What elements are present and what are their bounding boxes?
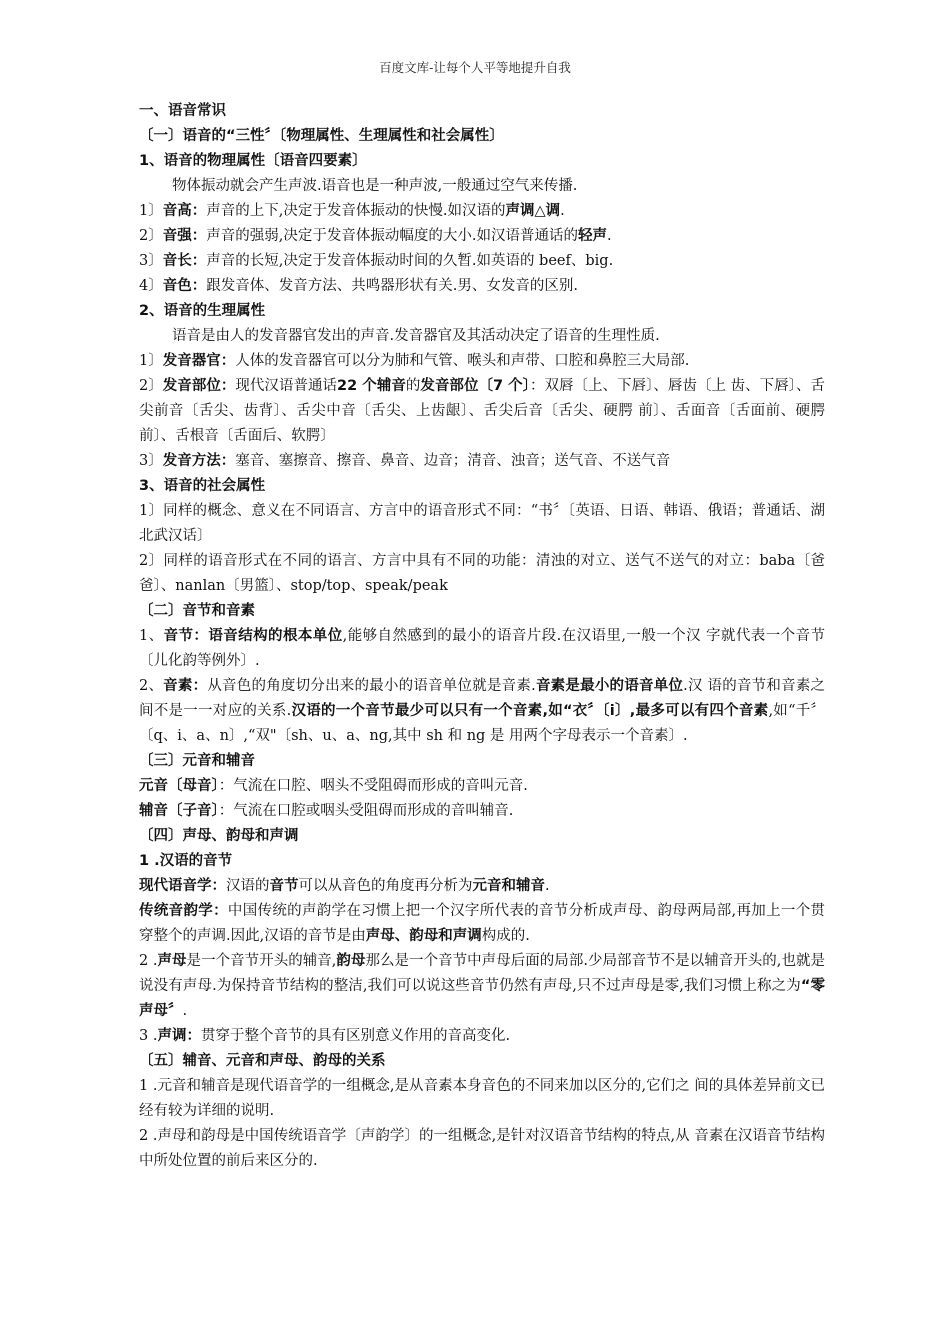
subsection-title: 〔五〕辅音、元音和声母、韵母的关系 xyxy=(139,1053,386,1069)
list-item: 1〕同样的概念、意义在不同语言、方言中的语音形式不同：“书〞〔英语、日语、韩语、俄语；普通话、湖北武汉话〕 xyxy=(139,503,825,544)
list-item: 2 .声母是一个音节开头的辅音,韵母那么是一个音节中声母后面的局部.少局部音节不是以辅音开头的,也就是说没有声母.为保持音节结构的整洁,我们可以说这些音节仍然有声母,只不过声母是零,我们习惯上称之为“零声母〞. xyxy=(139,953,826,1019)
list-item: 2、音素：从音色的角度切分出来的最小的语音单位就是音素.音素是最小的语音单位.汉 语的音节和音素之间不是一一对应的关系.汉语的一个音节最少可以只有一个音素,如“衣〞〔i〕,最多可以有四个音素,如“千〞〔q、i、a、n〕,“双"〔sh、u、a、ng,其中 sh 和 ng 是 用两个字母表示一个音素〕. xyxy=(139,678,826,744)
definition: 元音〔母音〕：气流在口腔、咽头不受阻碍而形成的音叫元音. xyxy=(139,778,528,794)
subsection-title: 〔一〕语音的“三性〞〔物理属性、生理属性和社会属性〕 xyxy=(139,128,504,144)
sub-heading: 1 .汉语的音节 xyxy=(139,853,233,869)
list-item: 4〕音色：跟发音体、发音方法、共鸣器形状有关.男、女发音的区别. xyxy=(139,278,578,294)
definition: 现代语音学：汉语的音节可以从音色的角度再分析为元音和辅音. xyxy=(139,878,550,894)
definition: 辅音〔子音〕：气流在口腔或咽头受阻碍而形成的音叫辅音. xyxy=(139,803,514,819)
document-body xyxy=(139,99,825,1174)
section-title: 一、语音常识 xyxy=(139,103,226,119)
list-item: 1 .元音和辅音是现代语音学的一组概念,是从音素本身音色的不同来加以区分的,它们之 间的具体差异前文已经有较为详细的说明. xyxy=(139,1078,825,1119)
list-item: 3〕音长：声音的长短,决定于发音体振动时间的久暂.如英语的 beef、big. xyxy=(139,253,614,269)
list-item: 1、音节：语音结构的根本单位,能够自然感到的最小的语音片段.在汉语里,一般一个汉 字就代表一个音节〔儿化韵等例外〕. xyxy=(139,628,826,669)
page-header: 百度文库-让每个人平等地提升自我 xyxy=(379,60,571,75)
paragraph: 语音是由人的发音器官发出的声音.发音器官及其活动决定了语音的生理性质. xyxy=(172,328,660,344)
list-item: 1〕发音器官：人体的发音器官可以分为肺和气管、喉头和声带、口腔和鼻腔三大局部. xyxy=(139,353,690,369)
heading-social: 3、语音的社会属性 xyxy=(139,478,266,494)
subsection-title: 〔三〕元音和辅音 xyxy=(139,753,255,769)
list-item: 3〕发音方法：塞音、塞擦音、擦音、鼻音、边音；清音、浊音；送气音、不送气音 xyxy=(139,453,671,469)
definition: 传统音韵学：中国传统的声韵学在习惯上把一个汉字所代表的音节分析成声母、韵母两局部,再加上一个贯穿整个的声调.因此,汉语的音节是由声母、韵母和声调构成的. xyxy=(139,903,826,944)
list-item: 2〕音强：声音的强弱,决定于发音体振动幅度的大小.如汉语普通话的轻声. xyxy=(139,228,612,244)
list-item: 2 .声母和韵母是中国传统语音学〔声韵学〕的一组概念,是针对汉语音节结构的特点,从 音素在汉语音节结构中所处位置的前后来区分的. xyxy=(139,1128,825,1169)
paragraph: 物体振动就会产生声波.语音也是一种声波,一般通过空气来传播. xyxy=(172,178,578,194)
list-item: 1〕音高：声音的上下,决定于发音体振动的快慢.如汉语的声调△调. xyxy=(139,203,565,219)
list-item: 2〕发音部位：现代汉语普通话22 个辅音的发音部位〔7 个〕：双唇〔上、下唇〕、唇齿〔上 齿、下唇〕、舌尖前音〔舌尖、齿背〕、舌尖中音〔舌尖、上齿龈〕、舌尖后音〔舌尖、硬腭 前〕、舌面音〔舌面前、硬腭前〕、舌根音〔舌面后、软腭〕 xyxy=(139,378,826,444)
list-item: 3 .声调：贯穿于整个音节的具有区别意义作用的音高变化. xyxy=(139,1028,511,1044)
heading-physiological: 2、语音的生理属性 xyxy=(139,303,266,319)
subsection-title: 〔四〕声母、韵母和声调 xyxy=(139,828,299,844)
subsection-title: 〔二〕音节和音素 xyxy=(139,603,255,619)
list-item: 2〕同样的语音形式在不同的语言、方言中具有不同的功能：清浊的对立、送气不送气的对立：baba〔爸爸〕、nanlan〔男篮〕、stop/top、speak/peak xyxy=(139,553,825,594)
heading-physical: 1、语音的物理属性〔语音四要素〕 xyxy=(139,153,367,169)
